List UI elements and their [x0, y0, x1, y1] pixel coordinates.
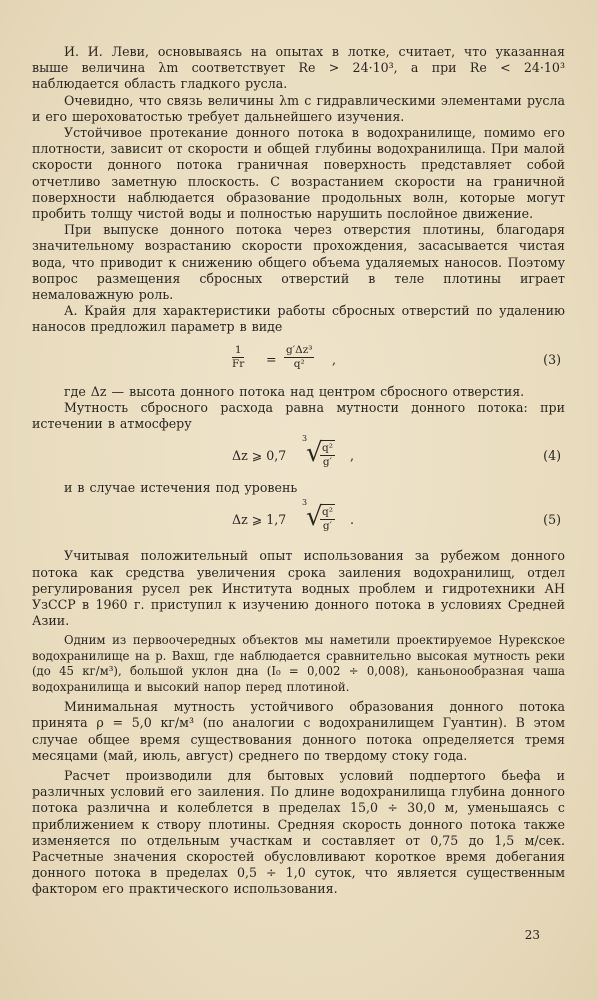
- paragraph-5: А. Крайя для характеристики работы сбросных отверстий по удалению наносов предложил параметр в виде: [32, 303, 565, 335]
- formula-3-rhs-fraction: $\frac{\text{g′Δz³}}{\text{q²}}$: [286, 343, 313, 370]
- formula-5: Δz ⩾ 1,7 3 √ $\frac{\text{q²}}{g'}$ . (5): [232, 498, 561, 533]
- paragraph-7: Мутность сбросного расхода равна мутности донного потока: при истечении в атмосферу: [32, 399, 565, 432]
- paragraph-12: Расчет производили для бытовых условий подпертого бьефа и различных условий его заиления. По длине водохранилища глубина донного потока различна и колеблется в пределах 15,0 ÷ 30,0 м, уменьшаясь с приближением к створу плотины. Средняя скорость донного потока также изменяется по отдельным участкам и составляет от 0,75 до 1,5 м/сек. Расчетные значения скоростей обусловливают короткое время добегания донного потока в пределах 0,5 ÷ 1,0 суток, что является существенным фактором его практического использования.: [32, 767, 565, 897]
- formula-5-number: (5): [543, 512, 561, 528]
- formula-3: $\frac{1}{Fr}$ = $\frac{\text{g′Δz³}}{\text{q²}}$ , (3): [232, 343, 561, 370]
- page-number: 23: [524, 928, 540, 942]
- paragraph-1: И. И. Леви, основываясь на опытах в лотке, считает, что указанная выше величина λm соответствует Re > 24·10³, а при Re < 24·10³ наблюдается область гладкого русла.: [32, 44, 565, 92]
- paragraph-3: Устойчивое протекание донного потока в водохранилище, помимо его плотности, зависит от скорости и общей глубины водохранилища. При малой скорости донного потока граничная поверхность представляет собой отчетливо заметную плоскость. С возрастанием скорости на граничной поверхности наблюдается образование продольных волн, которые могут пробить толщу чистой воды и полностью нарушить послойное движение.: [32, 125, 565, 222]
- paragraph-8: и в случае истечения под уровень: [64, 480, 298, 496]
- paragraph-9: Учитывая положительный опыт использования за рубежом донного потока как средства увеличения срока заиления водохранилищ, отдел регулирования русел рек Института водных проблем и гидротехники АН УзССР в 1960 г. приступил к изучению донного потока в условиях Средней Азии.: [32, 548, 565, 629]
- paragraph-4: При выпуске донного потока через отверстия плотины, благодаря значительному возрастанию скорости прохождения, засасывается чистая вода, что приводит к снижению общего объема удаляемых наносов. Поэтому вопрос размещения сбросных отверстий в теле плотины играет немаловажную роль.: [32, 222, 565, 303]
- paragraph-10: Одним из первоочередных объектов мы наметили проектируемое Нурекское водохранилище на р. Вахш, где наблюдается сравнительно высокая мутность реки (до 45 кг/м³), большой уклон дна (I₀ = 0,002 ÷ 0,008), каньонообразная чаша водохранилища и высокий напор перед плотиной.: [32, 633, 565, 694]
- paragraph-6: где Δz — высота донного потока над центром сбросного отверстия.: [64, 383, 525, 399]
- paragraph-2: Очевидно, что связь величины λm с гидравлическими элементами русла и его шероховатостью требует дальнейшего изучения.: [32, 92, 565, 124]
- formula-4-number: (4): [543, 448, 561, 464]
- paragraph-11: Минимальная мутность устойчивого образования донного потока принята ρ = 5,0 кг/м³ (по аналогии с водохранилищем Гуантин). В этом случае общее время существования донного потока определяется тремя месяцами (май, июль, август) среднего по твердому стоку года.: [32, 699, 565, 763]
- formula-3-lhs-fraction: $\frac{1}{Fr}$: [232, 343, 245, 370]
- formula-4: Δz ⩾ 0,7 3 √ $\frac{\text{q²}}{g'}$ , (4): [232, 434, 561, 469]
- formula-3-number: (3): [543, 351, 561, 367]
